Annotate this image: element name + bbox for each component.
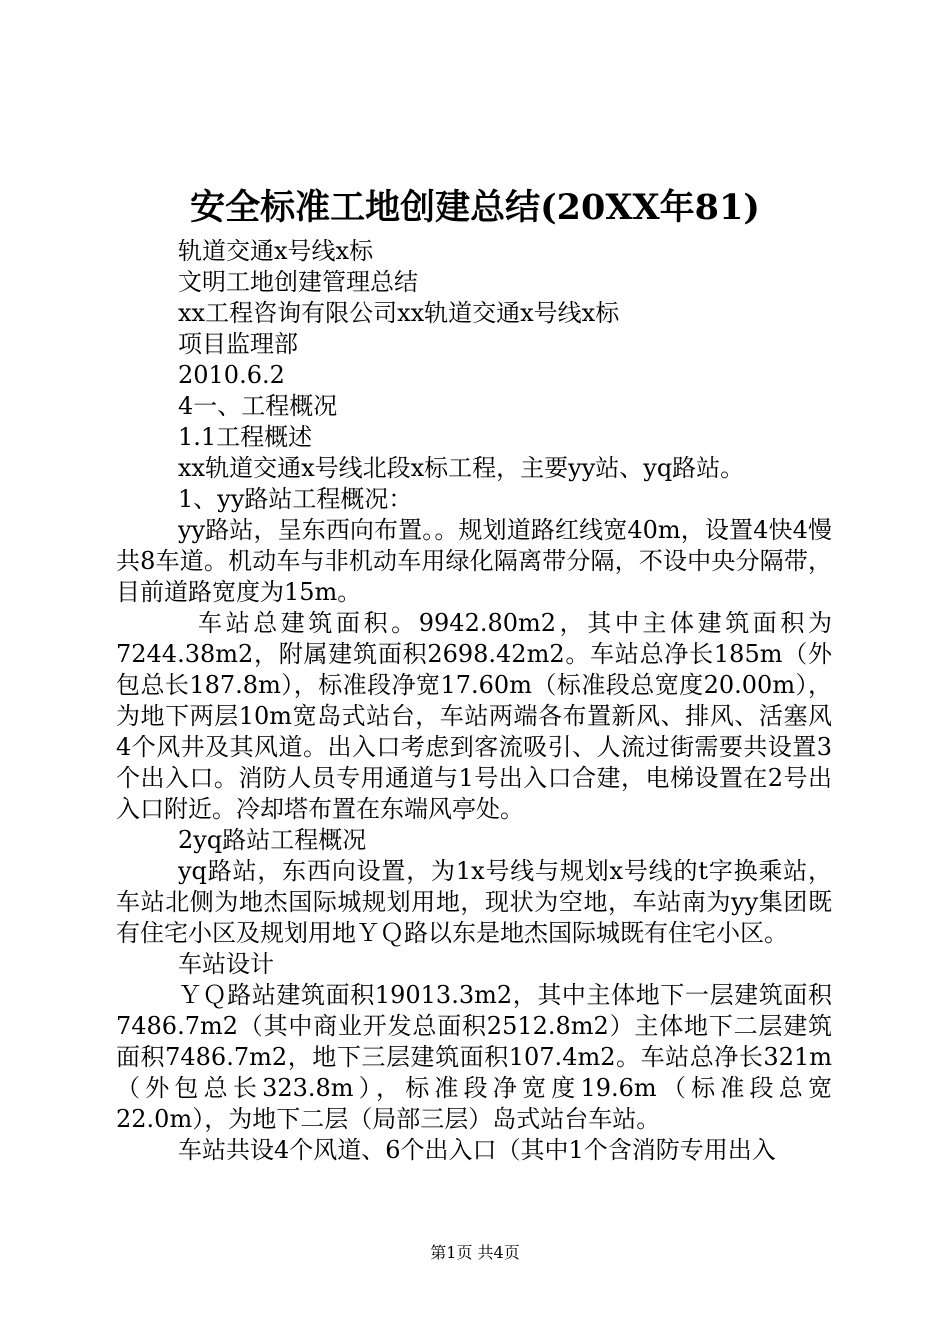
document-title: 安全标准工地创建总结(20XX年81) bbox=[190, 187, 760, 228]
header-line-summary: 文明工地创建管理总结 bbox=[178, 268, 418, 296]
paragraph-yq-overview: yq路站，东西向设置，为1x号线与规划x号线的t字换乘站，车站北侧为地杰国际城规划用地，现状为空地，车站南为yy集团既有住宅小区及规划用地ＹＱ路以东是地杰国际城既有住宅小区。 bbox=[116, 857, 832, 947]
header-line-company: xx工程咨询有限公司xx轨道交通x号线x标 bbox=[178, 299, 620, 327]
subsection-heading-overview: 1.1工程概述 bbox=[178, 423, 313, 451]
section-heading-overview: 4一、工程概况 bbox=[178, 392, 338, 420]
subsection-heading-yy: 1、yy路站工程概况： bbox=[178, 485, 413, 513]
page-footer: 第1页 共4页 bbox=[430, 1243, 520, 1262]
overview-sentence: xx轨道交通x号线北段x标工程，主要yy站、yq路站。 bbox=[178, 454, 745, 482]
paragraph-yy-station: 车站总建筑面积。9942.80m2，其中主体建筑面积为7244.38m2，附属建筑面积2698.42m2。车站总净长185m（外包总长187.8m），标准段净宽17.60m（标准段总宽度20.00m），为地下两层10m宽岛式站台，车站两端各布置新风、排风、活塞风4个风井及其风道。出入口考虑到客流吸引、人流过街需要共设置3个出入口。消防人员专用通道与1号出入口合建，电梯设置在2号出入口附近。冷却塔布置在东端风亭处。 bbox=[116, 609, 832, 823]
header-line-date: 2010.6.2 bbox=[178, 361, 285, 389]
paragraph-yq-area: ＹＱ路站建筑面积19013.3m2，其中主体地下一层建筑面积7486.7m2（其中商业开发总面积2512.8m2）主体地下二层建筑面积7486.7m2，地下三层建筑面积107.4m2。车站总净长321m（外包总长323.8m），标准段净宽度19.6m（标准段总宽22.0m），为地下二层（局部三层）岛式站台车站。 bbox=[116, 981, 832, 1133]
header-line-department: 项目监理部 bbox=[178, 330, 298, 358]
subsection-heading-yq: 2yq路站工程概况 bbox=[178, 826, 367, 854]
subsection-heading-design: 车站设计 bbox=[178, 950, 274, 978]
paragraph-yy-overview: yy路站，呈东西向布置。。规划道路红线宽40m，设置4快4慢共8车道。机动车与非机动车用绿化隔离带分隔，不设中央分隔带，目前道路宽度为15m。 bbox=[116, 516, 832, 606]
header-line-project: 轨道交通x号线x标 bbox=[178, 237, 374, 265]
paragraph-last: 车站共设4个风道、6个出入口（其中1个含消防专用出入 bbox=[178, 1136, 776, 1164]
document-body bbox=[116, 236, 832, 1166]
